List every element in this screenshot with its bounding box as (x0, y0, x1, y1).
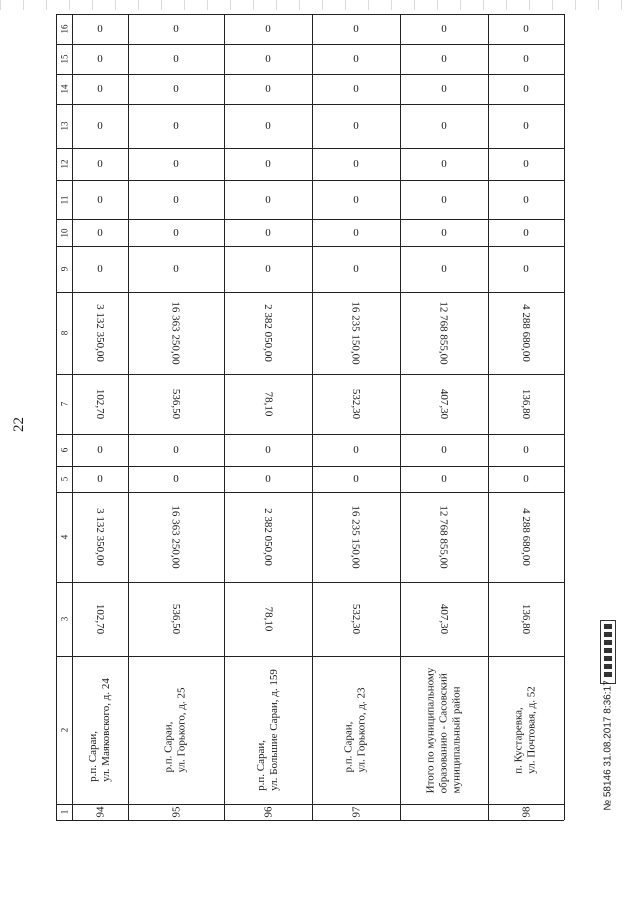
table-cell (400, 656, 488, 804)
zero-cell: 0 (523, 83, 529, 95)
table-cell (224, 292, 312, 374)
zero-cell: 0 (173, 193, 179, 206)
scan-noise (0, 0, 640, 10)
column-number-header (56, 804, 72, 820)
table-cell (312, 44, 400, 74)
zero-cell: 0 (97, 53, 103, 65)
value-cell: 4 288 680,00 (520, 508, 532, 566)
column-number-header (56, 492, 72, 582)
table-cell (72, 14, 128, 44)
table-cell (400, 44, 488, 74)
address-cell: Итого по муниципальному образованию - Сасовский муниципальный район (424, 667, 463, 793)
column-number-header (56, 104, 72, 148)
column-number-header (56, 14, 72, 44)
table-cell (312, 492, 400, 582)
table-cell (400, 492, 488, 582)
zero-cell: 0 (353, 263, 359, 275)
zero-cell: 0 (97, 158, 103, 170)
column-number-header (56, 466, 72, 492)
column-number: 2 (59, 727, 69, 733)
zero-cell: 0 (441, 193, 447, 206)
column-number: 8 (59, 330, 69, 336)
table-cell (72, 44, 128, 74)
table-cell (224, 219, 312, 246)
value-cell: 12 768 855,00 (438, 301, 450, 365)
column-number: 12 (59, 159, 69, 169)
table-cell (224, 14, 312, 44)
column-number: 10 (59, 228, 69, 237)
table-cell (400, 246, 488, 292)
table-cell (488, 434, 564, 466)
table-cell (72, 104, 128, 148)
table-cell (312, 804, 400, 820)
table-cell (488, 14, 564, 44)
column-number: 5 (59, 476, 69, 482)
column-number: 11 (58, 195, 69, 204)
table-cell (488, 44, 564, 74)
table-cell (128, 44, 224, 74)
zero-cell: 0 (353, 193, 359, 206)
value-cell: 536,50 (170, 603, 182, 635)
zero-cell: 0 (173, 120, 179, 132)
table-cell (128, 804, 224, 820)
value-cell: 16 363 250,00 (170, 301, 182, 365)
zero-cell: 0 (441, 53, 447, 65)
zero-cell: 0 (441, 83, 447, 95)
table-cell (72, 219, 128, 246)
table-cell (72, 656, 128, 804)
table-cell (128, 104, 224, 148)
value-cell: 2 382 050,00 (262, 508, 274, 566)
value-cell: 78,10 (262, 606, 274, 632)
zero-cell: 0 (353, 83, 359, 95)
table-cell (72, 292, 128, 374)
zero-cell: 0 (173, 83, 179, 95)
zero-cell: 0 (97, 83, 103, 95)
table-cell (312, 374, 400, 434)
row-number-cell: 95 (170, 806, 182, 818)
value-cell: 102,70 (94, 603, 106, 635)
value-cell: 136,80 (520, 388, 532, 420)
grid-vline (564, 14, 565, 820)
table-cell (224, 656, 312, 804)
table-cell (128, 466, 224, 492)
column-number: 6 (59, 447, 69, 453)
zero-cell: 0 (173, 226, 179, 239)
table-cell (224, 804, 312, 820)
table-cell (488, 656, 564, 804)
zero-cell: 0 (523, 120, 529, 132)
zero-cell: 0 (523, 473, 529, 485)
row-number-cell: 96 (262, 806, 274, 818)
table-cell (312, 219, 400, 246)
zero-cell: 0 (353, 23, 359, 35)
value-cell: 2 382 050,00 (262, 304, 274, 362)
zero-cell: 0 (97, 263, 103, 275)
table-cell (128, 434, 224, 466)
value-cell: 78,10 (262, 391, 274, 417)
table-cell (128, 292, 224, 374)
column-number-header (56, 74, 72, 104)
zero-cell: 0 (353, 444, 359, 456)
value-cell: 136,80 (520, 603, 532, 635)
table-cell (312, 434, 400, 466)
column-number: 3 (59, 616, 69, 622)
zero-cell: 0 (441, 226, 447, 239)
table-cell (224, 246, 312, 292)
table-cell (128, 180, 224, 219)
table-cell (72, 466, 128, 492)
table-cell (72, 434, 128, 466)
row-number-cell: 98 (520, 806, 532, 818)
table-cell (72, 492, 128, 582)
table-cell (488, 104, 564, 148)
table-cell (400, 434, 488, 466)
zero-cell: 0 (265, 193, 271, 206)
zero-cell: 0 (97, 193, 103, 206)
table-cell (400, 219, 488, 246)
table-cell (312, 14, 400, 44)
table-cell (224, 466, 312, 492)
zero-cell: 0 (173, 444, 179, 456)
table-cell (488, 292, 564, 374)
zero-cell: 0 (265, 120, 271, 132)
table-cell (488, 219, 564, 246)
table-cell (312, 292, 400, 374)
value-cell: 536,50 (170, 388, 182, 420)
table-cell (128, 14, 224, 44)
document-stamp (598, 620, 618, 882)
zero-cell: 0 (441, 23, 447, 35)
address-cell: р.п. Сараи, ул. Большие Сараи, д. 159 (255, 669, 281, 791)
zero-cell: 0 (441, 158, 447, 170)
zero-cell: 0 (97, 120, 103, 132)
value-cell: 16 363 250,00 (170, 505, 182, 569)
zero-cell: 0 (441, 263, 447, 275)
column-number: 7 (59, 401, 69, 407)
table-cell (128, 492, 224, 582)
table-cell (224, 44, 312, 74)
table-cell (224, 374, 312, 434)
column-number-header (56, 434, 72, 466)
column-number-header (56, 180, 72, 219)
table-cell (224, 104, 312, 148)
table-cell (224, 148, 312, 180)
table-cell (128, 74, 224, 104)
zero-cell: 0 (173, 473, 179, 485)
zero-cell: 0 (353, 53, 359, 65)
value-cell: 12 768 855,00 (438, 505, 450, 569)
table-cell (488, 246, 564, 292)
table-cell (400, 804, 488, 820)
table-cell (400, 180, 488, 219)
value-cell: 532,30 (350, 388, 362, 420)
column-number: 16 (59, 24, 69, 34)
zero-cell: 0 (265, 444, 271, 456)
zero-cell: 0 (523, 23, 529, 35)
zero-cell: 0 (265, 83, 271, 95)
page-number: 22 (11, 417, 27, 432)
table-cell (488, 74, 564, 104)
address-cell: р.п. Сараи, ул. Маяковского, д. 24 (87, 678, 112, 782)
table-cell (312, 74, 400, 104)
address-cell: п. Кустаревка, ул. Почтовая, д. 52 (513, 686, 539, 774)
table-cell (400, 148, 488, 180)
zero-cell: 0 (173, 263, 179, 275)
column-number: 15 (59, 54, 69, 64)
table-cell (312, 180, 400, 219)
value-cell: 3 132 350,00 (94, 508, 106, 566)
column-number: 1 (59, 809, 69, 815)
stamp-text: № 58146 31.08.2017 8:36:17 (602, 680, 614, 811)
zero-cell: 0 (523, 444, 529, 456)
column-number-header (56, 292, 72, 374)
zero-cell: 0 (173, 158, 179, 170)
column-number-header (56, 656, 72, 804)
address-cell: р.п. Сараи, ул. Горького, д. 23 (342, 687, 368, 773)
table-cell (400, 292, 488, 374)
value-cell: 16 235 150,00 (350, 505, 362, 569)
table-cell (224, 180, 312, 219)
table-cell (312, 104, 400, 148)
column-number: 13 (59, 121, 69, 131)
zero-cell: 0 (523, 226, 529, 239)
value-cell: 4 288 680,00 (520, 304, 532, 362)
table-cell (128, 219, 224, 246)
table-cell (400, 74, 488, 104)
zero-cell: 0 (97, 444, 103, 456)
address-cell: р.п. Сараи, ул. Горького, д. 25 (162, 687, 188, 773)
column-number: 9 (59, 266, 69, 272)
table-cell (224, 434, 312, 466)
value-cell: 102,70 (94, 388, 106, 420)
table-cell (224, 74, 312, 104)
value-cell: 3 132 350,00 (94, 304, 106, 362)
column-number-header (56, 219, 72, 246)
table-cell (128, 374, 224, 434)
column-number-header (56, 246, 72, 292)
zero-cell: 0 (265, 473, 271, 485)
table-cell (312, 148, 400, 180)
table-cell (400, 466, 488, 492)
table-cell (400, 14, 488, 44)
zero-cell: 0 (265, 53, 271, 65)
table-cell (72, 374, 128, 434)
table-cell (224, 492, 312, 582)
column-number-header (56, 582, 72, 656)
zero-cell: 0 (523, 193, 529, 206)
zero-cell: 0 (173, 23, 179, 35)
value-cell: 16 235 150,00 (350, 301, 362, 365)
table-cell (72, 582, 128, 656)
zero-cell: 0 (353, 473, 359, 485)
row-number-cell: 97 (350, 806, 362, 818)
zero-cell: 0 (265, 158, 271, 170)
table-cell (488, 180, 564, 219)
table-cell (72, 804, 128, 820)
zero-cell: 0 (97, 23, 103, 35)
table-cell (72, 246, 128, 292)
table-cell (488, 582, 564, 656)
table-cell (128, 246, 224, 292)
value-cell: 532,30 (350, 603, 362, 635)
table-cell (400, 374, 488, 434)
table-cell (488, 374, 564, 434)
table-cell (312, 582, 400, 656)
table-cell (72, 180, 128, 219)
zero-cell: 0 (97, 473, 103, 485)
table-cell (128, 148, 224, 180)
column-number-header (56, 148, 72, 180)
table-cell (488, 804, 564, 820)
table-cell (312, 656, 400, 804)
grid-hline (56, 820, 564, 821)
row-number-cell: 94 (94, 806, 106, 818)
zero-cell: 0 (441, 444, 447, 456)
zero-cell: 0 (265, 226, 271, 239)
table-cell (488, 466, 564, 492)
zero-cell: 0 (441, 473, 447, 485)
column-number-header (56, 44, 72, 74)
column-number: 14 (59, 84, 69, 94)
zero-cell: 0 (265, 23, 271, 35)
column-number: 4 (59, 534, 69, 540)
zero-cell: 0 (523, 263, 529, 275)
zero-cell: 0 (353, 158, 359, 170)
zero-cell: 0 (97, 226, 103, 239)
zero-cell: 0 (265, 263, 271, 275)
zero-cell: 0 (523, 158, 529, 170)
value-cell: 407,30 (438, 603, 450, 635)
table-cell (312, 466, 400, 492)
table-cell (72, 74, 128, 104)
zero-cell: 0 (441, 120, 447, 132)
table-cell (488, 148, 564, 180)
column-number-header (56, 374, 72, 434)
table-cell (72, 148, 128, 180)
table-cell (224, 582, 312, 656)
table-cell (128, 656, 224, 804)
zero-cell: 0 (173, 53, 179, 65)
table-cell (400, 104, 488, 148)
table-cell (400, 582, 488, 656)
value-cell: 407,30 (438, 388, 450, 420)
zero-cell: 0 (523, 53, 529, 65)
table-cell (312, 246, 400, 292)
zero-cell: 0 (353, 120, 359, 132)
table-cell (488, 492, 564, 582)
table-cell (128, 582, 224, 656)
zero-cell: 0 (353, 226, 359, 239)
